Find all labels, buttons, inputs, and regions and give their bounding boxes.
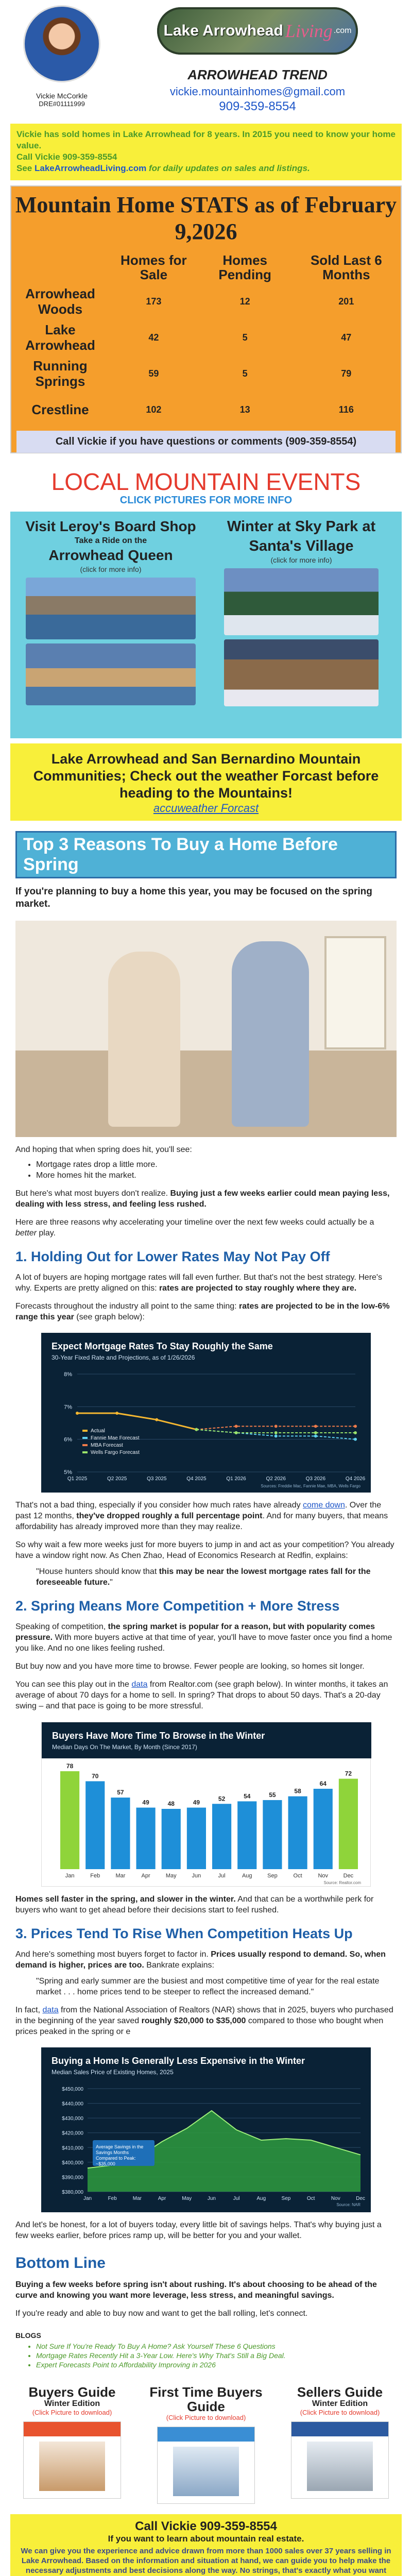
article-title: Top 3 Reasons To Buy a Home Before Spring	[15, 831, 397, 878]
agent-name: Vickie McCorkle	[36, 92, 88, 100]
y-tick-label: $450,000	[62, 2087, 83, 2092]
x-tick-label: Dec	[356, 2196, 365, 2201]
notice-line-3: See LakeArrowheadLiving.com for daily updates on sales and listings.	[16, 163, 310, 173]
chart-source: Source: NAR	[336, 2202, 360, 2207]
data-point	[314, 1434, 317, 1437]
area-name: Crestline	[31, 402, 89, 417]
legend-label: Actual	[91, 1428, 105, 1434]
x-tick-label: Mar	[115, 1873, 126, 1879]
table-row: Running Springs 59 5 79	[11, 355, 401, 392]
legend-label: MBA Forecast	[91, 1443, 123, 1448]
legend-label: Wells Fargo Forecast	[91, 1450, 140, 1455]
list-item: • Mortgage rates drop a little more.	[36, 1159, 397, 1170]
data-point	[354, 1431, 357, 1434]
header-phone-link[interactable]: 909-359-8554	[219, 99, 296, 113]
santas-village-photo[interactable]	[224, 639, 379, 706]
event-more-info-link[interactable]: (click for more info)	[270, 556, 332, 564]
event-title-arrowhead-queen: Arrowhead Queen	[48, 547, 173, 563]
chart-source: Source: Realtor.com	[323, 1880, 361, 1885]
lake-arrowhead-living-logo[interactable]: Lake Arrowhead Living .com	[157, 7, 358, 55]
bar-value-label: 54	[244, 1792, 251, 1800]
x-tick-label: Sep	[281, 2196, 291, 2201]
y-tick-label: $440,000	[62, 2101, 83, 2107]
bar	[237, 1801, 256, 1869]
annotation-text: Average Savings in the Savings Months Compared to Peak: ~$35,000	[96, 2144, 144, 2166]
y-tick-label: $430,000	[62, 2116, 83, 2122]
redfin-quote: "House hunters should know that this may be near the lowest mortgage rates fall for the foreseeable future."	[36, 1567, 371, 1587]
data-point	[235, 1425, 238, 1428]
x-tick-label: Q2 2026	[266, 1476, 286, 1482]
x-tick-label: Q4 2026	[345, 1476, 366, 1482]
bar	[60, 1771, 79, 1869]
legend-swatch	[82, 1437, 88, 1439]
article: Top 3 Reasons To Buy a Home Before Spring If you're planning to buy a home this year, you may be focused on the spring market. And hoping that when spring does hit, you'll see: • Mortgage rates drop a little more. • More homes hit the market. But here's what most buyers don't realize. Buying just a few weeks earlier could mean paying less, dealing with less stress, and feeling less rushed. Here are three reasons why accelerating your timeline over the next few weeks could actually be a better play. 1. Holding Out for Lower Rates May Not Pay Off A lot of buyers are hoping mortgage rates will fall even further. But that's not the best strategy. Here's why. Experts are pretty aligned on this: rates are projected to stay roughly where they are. Forecasts throughout the industry all point to the same thing: rates are projected to be in the low-6% range this year (see graph below): Expect Mortgage Rates To Stay Roughly the Same 30-Year Fixed Rate and Projections, as of 1/26/2026 8% 7% 6% 5% Q1 2025 Q2 2025 Q3 2025 Q4 2025 Q1 2026 Q2 2026 Q3 2026 Q4 2026 Actual Fannie Mae Forecast MBA Forecast Wells Fargo Forecast Sources: Freddie Mac, Fannie Mae, MBA, Wells Fargo That's not a bad thing, especially if you consider how much rates have already come down. Over the past 12 months, they've dropped roughly a full percentage point. And for many buyers, that means affordability has already improved more than they may realize. So why wait a few more weeks just for more buyers to jump in and act as your competition? You already have a window right now. As Chen Zhao, Head of Economics Research at Redfin, explains: "House hunters should know that this may be near the lowest mortgage rates fall for the foreseeable future." 2. Spring Means More Competition + More Stress Speaking of competition, the spring market is popular for a reason, but with popularity comes pressure. With more buyers active at that time of year, you'll have to move faster once you find a home you like. And no one likes feeling rushed. But buy now and you have more time to browse. Fewer people are looking, so homes sit longer. You can see this play out in the data from Realtor.com (see graph below). In winter months, it takes an average of about 70 days for a home to sell. In spring? That drops to about 50 days. That's a 20-day swing – and that pace is going to be more stressful. Buyers Have More Time To Browse in the Winter Median Days On The Market, By Month (Since 2017) 78 Jan 70 Feb 57 Mar 49 Apr 48 May 49 Jun 52 Jul 54 Aug 55 Sep 58 Oct 64 Nov 72 Dec Source: Realtor.com Homes sell faster in the spring, and slower in the winter. And that can be a worthwhile perk for buyers who want to get ahead before their decisions start to feel rushed. 3. Prices Tend To Rise When Competition Heats Up And here's something most buyers forget to factor in. Prices usually respond to demand. So, when demand is higher, prices are too. Bankrate explains: "Spring and early summer are the busiest and most competitive time of year for the real estate market . . . home prices tend to be steeper to reflect the increased demand." In fact, data from the National Association of Realtors (NAR) shows that in 2025, buyers who purchased in the beginning of the year saved roughly $20,000 to $35,000 compared to those who bought when prices peaked in the spring or e Buying a Home Is Generally Less Expensive in the Winter Median Sales Price of Existing Homes, 2025 $450,000 $440,000 $430,000 $420,000 $410,000 $400,000 $390,000 $380,000 Jan Feb Mar Apr May Jun Jul Aug Sep Oct Nov Dec Average Savings in the Savings Months Compared to Peak: ~$35,000 Source: NAR And let's be honest, for a lot of buyers today, every little bit of savings helps. That's why buying just a few weeks earlier, before prices ramp up, will be better for you and your wallet. Bottom Line Buying a few weeks before spring isn't about rushing. It's about choosing to be ahead of the curve and knowing you want more leverage, less stress, and meaningful savings. If you're ready and able to buy now and want to get the ball rolling, let's connect. BLOGS • Not Sure If You're Ready To Buy A Home? Ask Yourself These 6 Questions • Mortgage Rates Recently Hit a 3-Year Low. Here's Why That's Still a Big Deal. • Expert Forecasts Point to Affordability Improving in 2026	[0, 821, 412, 2369]
section-3-heading: 3. Prices Tend To Rise When Competition Heats Up	[15, 1926, 353, 1941]
bar-value-label: 57	[117, 1789, 124, 1797]
data-point	[274, 1431, 278, 1434]
legend-label: Fannie Mae Forecast	[91, 1435, 140, 1441]
header-email-link[interactable]: vickie.mountainhomes@gmail.com	[169, 85, 346, 98]
event-right	[206, 517, 397, 733]
cta-heading: Call Vickie 909-359-8554	[135, 2519, 277, 2533]
chart-subtitle: 30-Year Fixed Rate and Projections, as of 1/26/2026	[52, 1354, 195, 1361]
y-tick-label: 7%	[64, 1404, 72, 1411]
data-point	[76, 1412, 79, 1415]
stats-table	[11, 247, 401, 428]
bar	[85, 1781, 105, 1869]
events-title: LOCAL MOUNTAIN EVENTS	[51, 468, 361, 495]
x-tick-label: Q1 2025	[67, 1476, 88, 1482]
x-tick-label: Jan	[83, 2196, 92, 2201]
data-point	[354, 1438, 357, 1441]
chart-subtitle: Median Days On The Market, By Month (Since 2017)	[52, 1743, 197, 1751]
x-tick-label: Apr	[158, 2196, 166, 2201]
chart-subtitle: Median Sales Price of Existing Homes, 2025	[52, 2069, 174, 2076]
data-point	[195, 1428, 198, 1431]
area-name: Running Springs	[33, 358, 88, 389]
section-2-heading: 2. Spring Means More Competition + More Stress	[15, 1598, 340, 1614]
bar-value-label: 70	[92, 1772, 99, 1780]
first-time-buyers-guide: First Time Buyers Guide (Click Picture to download)	[139, 2385, 273, 2504]
x-tick-label: Feb	[108, 2196, 117, 2201]
days-on-market-chart	[41, 1722, 371, 1887]
days-on-market-svg	[42, 1722, 371, 1887]
buyers-guide-cover[interactable]	[23, 2421, 121, 2499]
header	[0, 0, 412, 124]
section-1-heading: 1. Holding Out for Lower Rates May Not Pay Off	[15, 1249, 330, 1264]
col-for-sale: Homes for Sale	[121, 252, 187, 282]
x-tick-label: Q3 2025	[147, 1476, 167, 1482]
x-tick-label: May	[165, 1873, 177, 1879]
bankrate-quote: "Spring and early summer are the busiest and most competitive time of year for the real estate market . . . home prices tend to be steeper to reflect the increased demand."	[36, 1977, 380, 1996]
realtor-data-link[interactable]: data	[131, 1680, 148, 1689]
stats-title: Mountain Home STATS as of February 9,2026	[15, 192, 397, 244]
legend-swatch	[82, 1430, 88, 1432]
y-tick-label: $390,000	[62, 2175, 83, 2181]
bar-value-label: 72	[345, 1770, 352, 1777]
x-tick-label: Jul	[233, 2196, 240, 2201]
y-tick-label: $420,000	[62, 2130, 83, 2137]
col-sold: Sold Last 6 Months	[310, 252, 382, 282]
y-tick-label: 5%	[64, 1469, 72, 1476]
chart-title: Buying a Home Is Generally Less Expensive in the Winter	[52, 2056, 305, 2066]
data-point	[354, 1425, 357, 1428]
x-tick-label: Q1 2026	[226, 1476, 246, 1482]
series-line-1	[196, 1430, 355, 1439]
x-tick-label: Jun	[207, 2196, 216, 2201]
home-prices-svg	[41, 2047, 371, 2212]
x-tick-label: Aug	[242, 1873, 252, 1879]
guides-row	[0, 2385, 412, 2504]
table-row: Arrowhead Woods 173 12 201	[11, 283, 401, 319]
table-row: Lake Arrowhead 42 5 47	[11, 319, 401, 355]
spring-hopes-list	[36, 1159, 397, 1181]
bar	[187, 1808, 206, 1869]
blogs-heading: BLOGS	[15, 2331, 41, 2340]
mortgage-rates-svg	[41, 1333, 371, 1493]
x-tick-label: Dec	[343, 1873, 354, 1879]
bar	[111, 1798, 130, 1869]
data-point	[274, 1425, 278, 1428]
bar	[288, 1797, 307, 1869]
x-tick-label: Oct	[293, 1873, 302, 1879]
x-tick-label: Nov	[331, 2196, 340, 2201]
data-point	[155, 1418, 158, 1421]
x-tick-label: Mar	[132, 2196, 142, 2201]
website-link[interactable]: LakeArrowheadLiving.com	[34, 163, 147, 173]
mortgage-rates-chart	[41, 1333, 371, 1493]
stats-footer: Call Vickie if you have questions or comments (909-359-8554)	[16, 431, 396, 453]
sky-park-photo[interactable]	[224, 568, 379, 635]
download-link[interactable]: (Click Picture to download)	[32, 2409, 112, 2416]
x-tick-label: Q3 2026	[305, 1476, 326, 1482]
weather-text: Lake Arrowhead and San Bernardino Mountain Communities; Check out the weather Forcast before heading to the Mountains!	[33, 751, 379, 801]
event-title-sky-park: Winter at Sky Park at Santa's Village	[227, 518, 376, 554]
bar-value-label: 52	[218, 1795, 226, 1803]
download-link[interactable]: (Click Picture to download)	[166, 2414, 246, 2421]
events-panel	[10, 512, 402, 738]
bar	[162, 1809, 181, 1869]
bottom-line-heading: Bottom Line	[15, 2255, 106, 2272]
col-pending: Homes Pending	[218, 252, 271, 282]
come-down-link[interactable]: come down	[303, 1501, 345, 1510]
home-prices-chart	[41, 2047, 371, 2212]
bar	[339, 1779, 358, 1870]
blog-link[interactable]: • Mortgage Rates Recently Hit a 3-Year Low. Here's Why That's Still a Big Deal.	[36, 2351, 397, 2360]
area-name: Lake Arrowhead	[25, 322, 95, 353]
agent-photo[interactable]	[23, 5, 100, 82]
stats-panel	[10, 185, 402, 453]
first-time-buyers-guide-cover[interactable]	[157, 2427, 255, 2504]
call-to-action-banner: Call Vickie 909-359-8554 If you want to learn about mountain real estate. We can give you the experience and advice drawn from more than 1000 sales over 37 years selling in Lake Arrowhead. Based on the information and situation at hand, we can guide you to help make the necessary adjustments and best decisions along the way. No strings, that's exactly what you want	[10, 2514, 402, 2576]
y-tick-label: $410,000	[62, 2145, 83, 2151]
blogs-list	[36, 2342, 397, 2369]
x-tick-label: Sep	[267, 1873, 278, 1879]
sellers-guide: Sellers Guide Winter Edition (Click Picture to download)	[273, 2385, 407, 2504]
bar-value-label: 78	[66, 1762, 74, 1770]
notice-line-1: Vickie has sold homes in Lake Arrowhead for 8 years. In 2015 you need to know your home value.	[16, 129, 396, 150]
bar-value-label: 49	[142, 1799, 149, 1806]
series-line-0	[77, 1413, 196, 1430]
event-left: Visit Leroy's Board Shop Take a Ride on the Arrowhead Queen (click for more info)	[15, 517, 206, 733]
bar	[314, 1789, 333, 1869]
article-lead: If you're planning to buy a home this year, you may be focused on the spring market.	[15, 886, 372, 909]
bar-value-label: 49	[193, 1799, 200, 1806]
download-link[interactable]: (Click Picture to download)	[300, 2409, 380, 2416]
notice-banner	[10, 124, 402, 180]
x-tick-label: Oct	[306, 2196, 315, 2201]
x-tick-label: Q4 2025	[186, 1476, 207, 1482]
y-tick-label: 6%	[64, 1436, 72, 1443]
x-tick-label: Q2 2025	[107, 1476, 127, 1482]
x-tick-label: Aug	[256, 2196, 266, 2201]
legend-swatch	[82, 1451, 88, 1453]
brand-block	[113, 5, 402, 121]
data-point	[314, 1425, 317, 1428]
x-tick-label: Jul	[218, 1873, 226, 1879]
chart-title: Buyers Have More Time To Browse in the Winter	[52, 1731, 265, 1741]
x-tick-label: Apr	[141, 1873, 150, 1879]
legend-swatch	[82, 1444, 88, 1446]
couple-house-hunting-photo	[15, 921, 397, 1137]
event-more-info-link[interactable]: (click for more info)	[80, 565, 142, 573]
sellers-guide-cover[interactable]	[291, 2421, 389, 2499]
data-point	[115, 1412, 118, 1415]
weather-forecast-link[interactable]: accuweather Forcast	[153, 802, 259, 815]
x-tick-label: May	[182, 2196, 192, 2201]
area-name: Arrowhead Woods	[25, 286, 95, 317]
bar-value-label: 58	[294, 1787, 301, 1795]
blog-link[interactable]: • Expert Forecasts Point to Affordability Improving in 2026	[36, 2360, 397, 2369]
bar	[136, 1808, 156, 1869]
y-tick-label: $400,000	[62, 2160, 83, 2166]
chart-title: Expect Mortgage Rates To Stay Roughly the Same	[52, 1341, 273, 1351]
x-tick-label: Jan	[65, 1873, 75, 1879]
data-point	[274, 1434, 278, 1437]
bar	[263, 1800, 282, 1869]
nar-data-link[interactable]: data	[42, 2006, 59, 2014]
bar-value-label: 48	[167, 1800, 175, 1807]
y-tick-label: 8%	[64, 1371, 72, 1378]
y-tick-label: $380,000	[62, 2190, 83, 2195]
list-item: • More homes hit the market.	[36, 1170, 397, 1181]
x-tick-label: Feb	[90, 1873, 100, 1879]
agent-block	[10, 5, 113, 121]
chart-source: Sources: Freddie Mac, Fannie Mae, MBA, Wells Fargo	[261, 1484, 360, 1488]
event-title-board-shop: Visit Leroy's Board Shop	[25, 518, 196, 534]
blog-link[interactable]: • Not Sure If You're Ready To Buy A Home? Ask Yourself These 6 Questions	[36, 2342, 397, 2351]
notice-line-2: Call Vickie 909-359-8554	[16, 152, 117, 162]
board-shop-photo[interactable]	[26, 578, 196, 639]
data-point	[314, 1431, 317, 1434]
data-point	[235, 1431, 238, 1434]
bar	[212, 1804, 231, 1869]
x-tick-label: Jun	[192, 1873, 201, 1879]
bar-value-label: 64	[319, 1780, 327, 1787]
x-tick-label: Nov	[318, 1873, 329, 1879]
events-subtitle: CLICK PICTURES FOR MORE INFO	[119, 495, 293, 506]
weather-banner	[10, 743, 402, 821]
table-row: Crestline 102 13 116	[11, 392, 401, 428]
newsletter-title: ARROWHEAD TREND	[187, 67, 328, 82]
agent-dre: DRE#01111999	[39, 100, 85, 108]
arrowhead-queen-photo[interactable]	[26, 643, 196, 705]
buyers-guide: Buyers Guide Winter Edition (Click Picture to download)	[5, 2385, 139, 2504]
bar-value-label: 55	[269, 1791, 276, 1799]
